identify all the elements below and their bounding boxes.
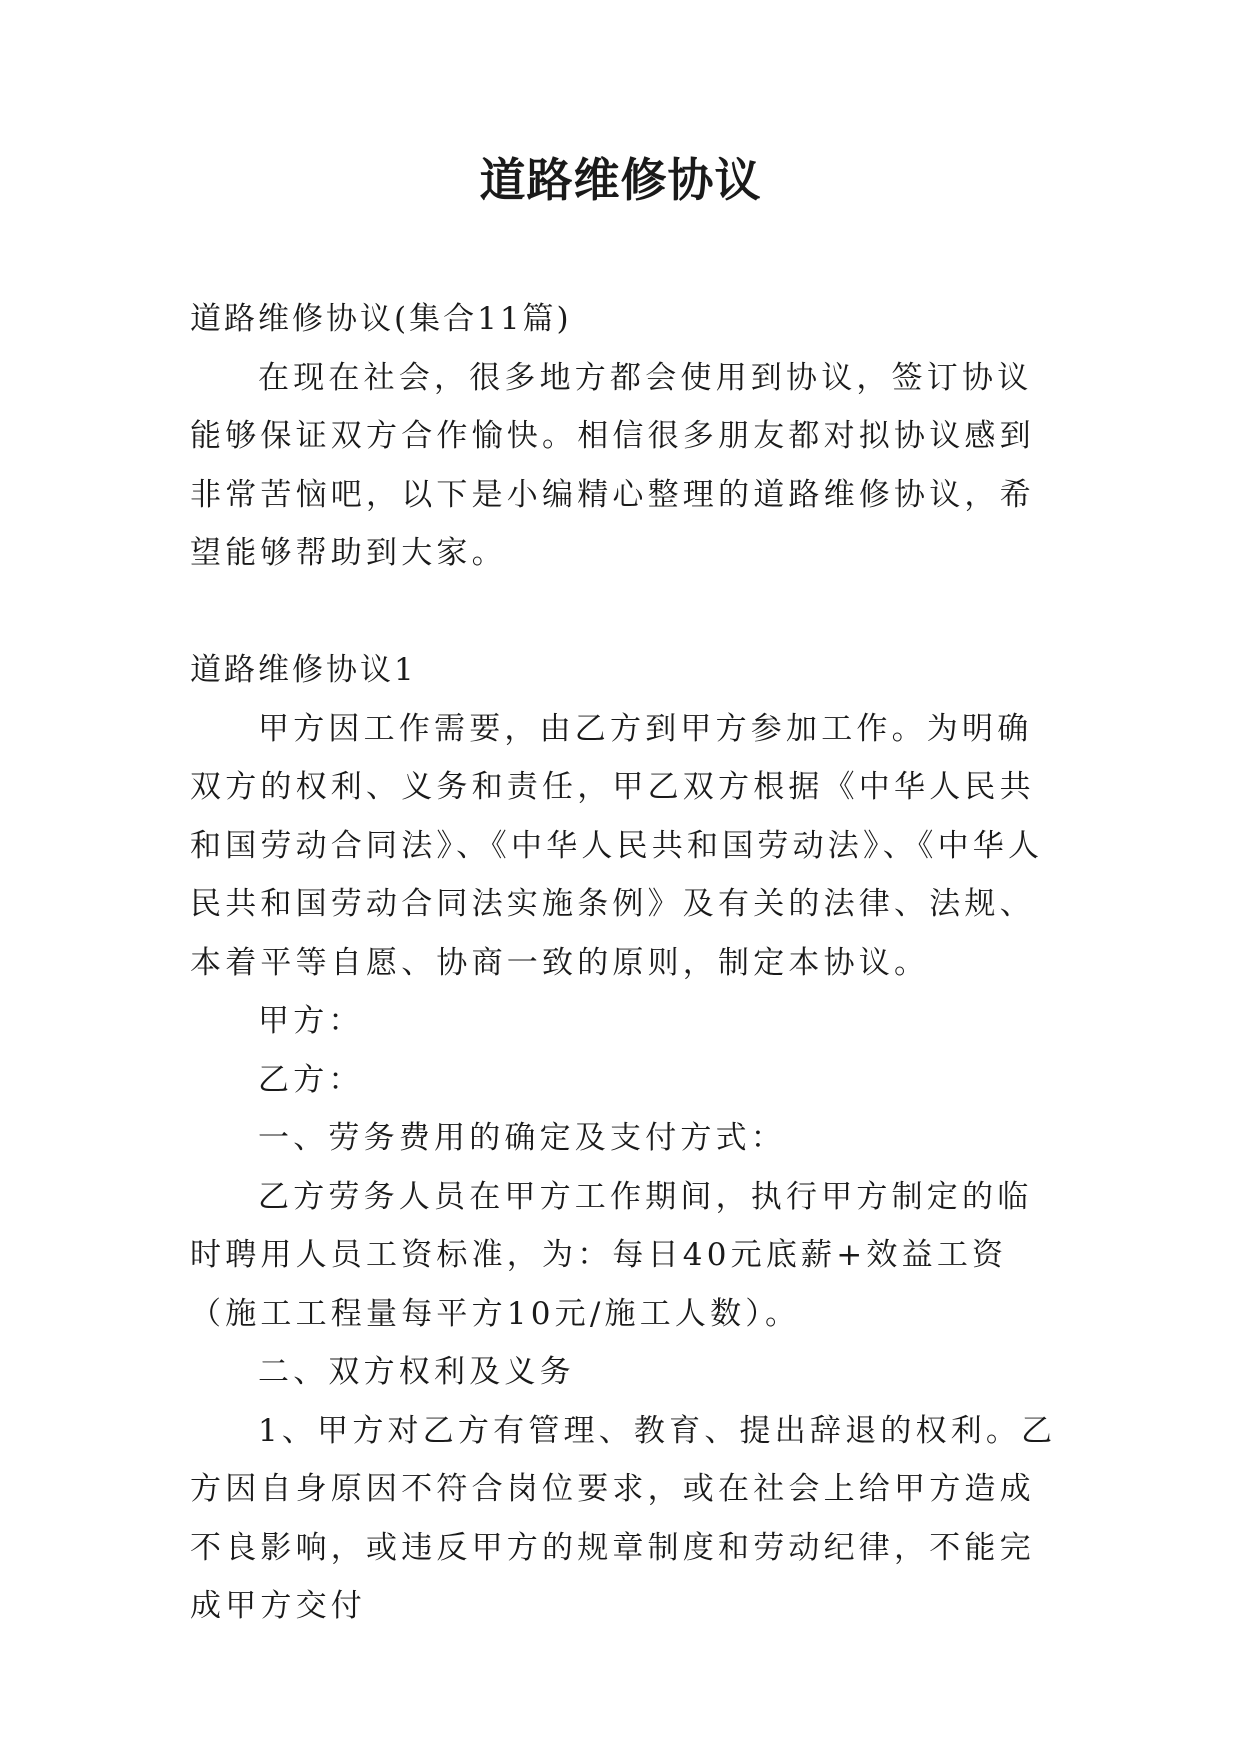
party-b-line: 乙方： — [258, 1061, 364, 1098]
clause-2-title: 二、双方权利及义务 — [258, 1354, 575, 1390]
clause-2-item-1: 1、甲方对乙方有管理、教育、提出辞退的权利。乙方因自身原因不符合岗位要求，或在社会上给甲方造成不良影响，或违反甲方的规章制度和劳动纪律，不能完成甲方交付 — [190, 1412, 1057, 1624]
clause-1-title: 一、劳务费用的确定及支付方式： — [258, 1120, 786, 1156]
intro-paragraph: 在现在社会，很多地方都会使用到协议，签订协议能够保证双方合作愉快。相信很多朋友都对拟协议感到非常苦恼吧，以下是小编精心整理的道路维修协议，希望能够帮助到大家。 — [190, 359, 1035, 571]
section-spacer — [190, 583, 1060, 642]
section-heading: 道路维修协议1 — [190, 652, 417, 688]
agreement-preamble: 甲方因工作需要，由乙方到甲方参加工作。为明确双方的权利、义务和责任，甲乙双方根据《中华人民共和国劳动合同法》、《中华人民共和国劳动法》、《中华人民共和国劳动合同法实施条例》及有关的法律、法规、本着平等自愿、协商一致的原则，制定本协议。 — [190, 710, 1044, 981]
clause-1-body: 乙方劳务人员在甲方工作期间，执行甲方制定的临时聘用人员工资标准，为：每日40元底薪+效益工资（施工工程量每平方10元/施工人数）。 — [190, 1178, 1033, 1332]
document-title: 道路维修协议 — [479, 153, 762, 207]
document-subtitle: 道路维修协议(集合11篇) — [190, 301, 572, 337]
document-body — [190, 290, 1060, 1636]
party-a-line: 甲方： — [258, 1003, 364, 1039]
